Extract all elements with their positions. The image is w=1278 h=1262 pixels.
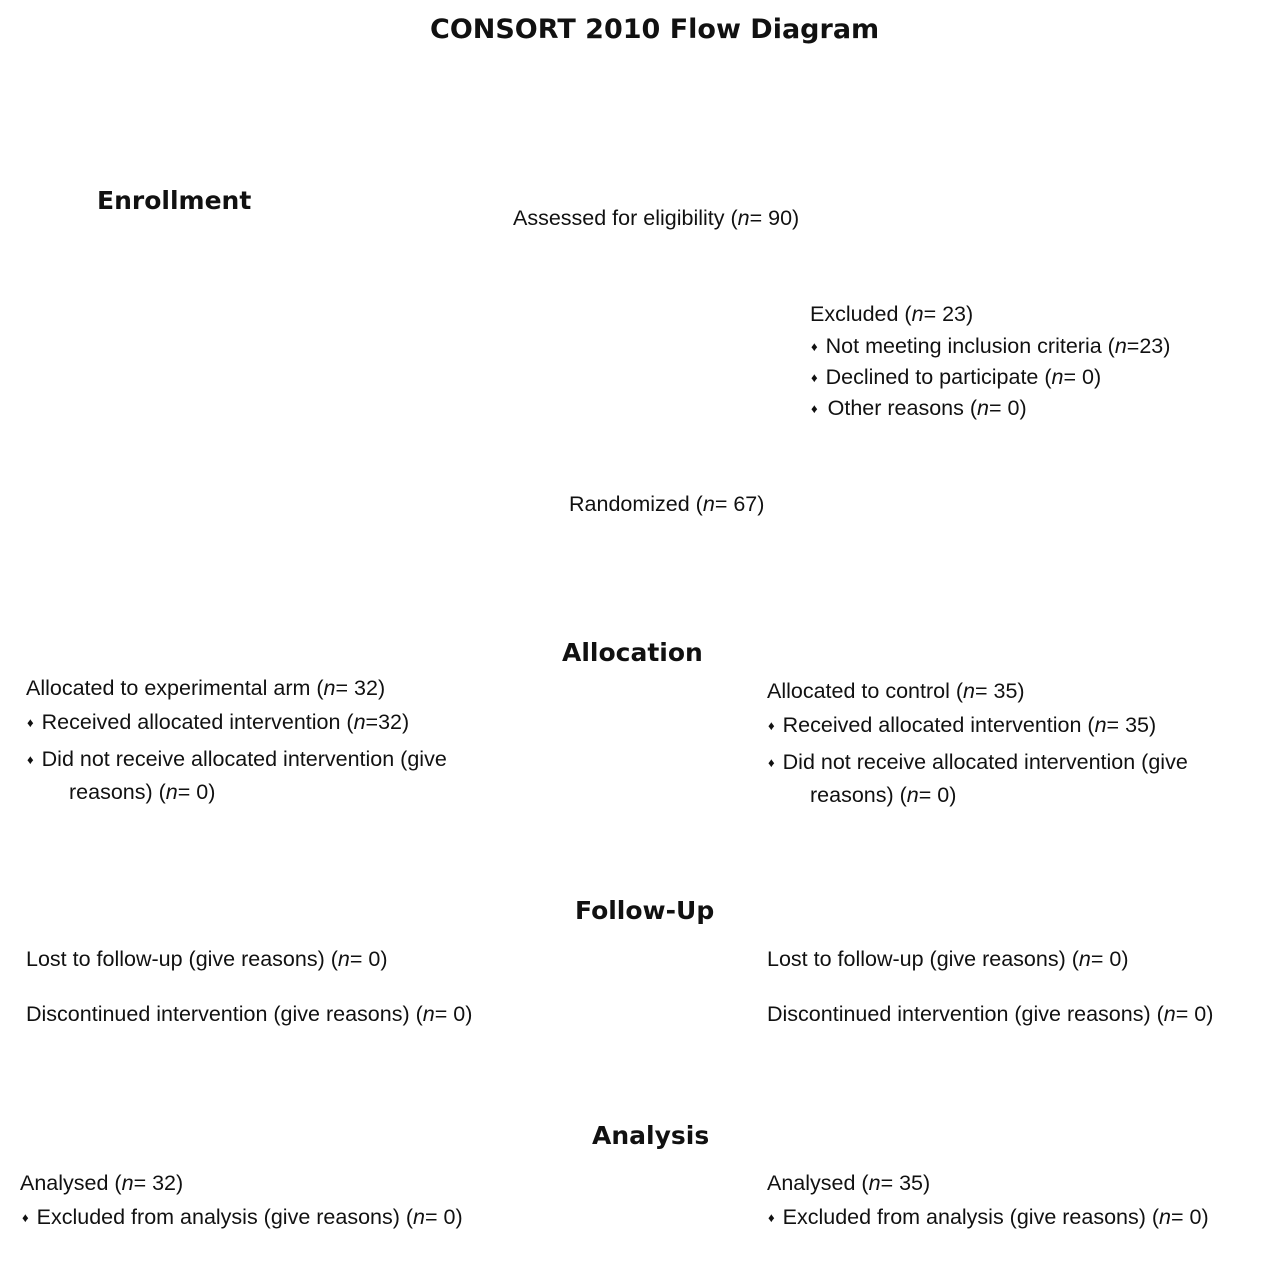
excluded-total: Excluded (n= 23) (810, 302, 974, 326)
bullet-icon: ♦ (22, 1210, 29, 1225)
assessed-eligibility: Assessed for eligibility (n= 90) (513, 206, 800, 230)
right-discontinued-intervention: Discontinued intervention (give reasons) (n= 0) (767, 1002, 1214, 1026)
randomized: Randomized (n= 67) (569, 492, 765, 516)
stage-label-enrollment: Enrollment (97, 186, 252, 215)
left-lost-to-follow-up: Lost to follow-up (give reasons) (n= 0) (26, 947, 388, 971)
right-not-received-intervention: ♦ Did not receive allocated intervention (give (768, 750, 1188, 774)
right-excluded-from-analysis: ♦ Excluded from analysis (give reasons) (n= 0) (768, 1205, 1209, 1229)
left-not-received-intervention: ♦ Did not receive allocated intervention (give (27, 747, 447, 771)
stage-label-analysis: Analysis (592, 1121, 710, 1150)
left-excluded-from-analysis: ♦ Excluded from analysis (give reasons) (n= 0) (22, 1205, 463, 1229)
left-not-received-intervention-reasons: reasons) (n= 0) (69, 780, 216, 804)
bullet-icon: ♦ (768, 755, 775, 770)
excluded-not-meeting-criteria: ♦ Not meeting inclusion criteria (n=23) (811, 334, 1171, 358)
right-lost-to-follow-up: Lost to follow-up (give reasons) (n= 0) (767, 947, 1129, 971)
allocated-control: Allocated to control (n= 35) (767, 679, 1025, 703)
bullet-icon: ♦ (27, 752, 34, 767)
left-received-intervention: ♦ Received allocated intervention (n=32) (27, 710, 410, 734)
excluded-other-reasons: ♦ Other reasons (n= 0) (811, 396, 1027, 420)
bullet-icon: ♦ (27, 715, 34, 730)
bullet-icon: ♦ (811, 339, 818, 354)
stage-label-allocation: Allocation (562, 638, 703, 667)
right-analysed: Analysed (n= 35) (767, 1171, 931, 1195)
allocated-experimental-arm: Allocated to experimental arm (n= 32) (26, 676, 386, 700)
bullet-icon: ♦ (768, 718, 775, 733)
right-not-received-intervention-reasons: reasons) (n= 0) (810, 783, 957, 807)
left-discontinued-intervention: Discontinued intervention (give reasons) (n= 0) (26, 1002, 473, 1026)
right-received-intervention: ♦ Received allocated intervention (n= 35) (768, 713, 1157, 737)
bullet-icon: ♦ (811, 370, 818, 385)
bullet-icon: ♦ (811, 401, 818, 416)
stage-label-follow-up: Follow-Up (575, 896, 715, 925)
bullet-icon: ♦ (768, 1210, 775, 1225)
excluded-declined: ♦ Declined to participate (n= 0) (811, 365, 1102, 389)
left-analysed: Analysed (n= 32) (20, 1171, 184, 1195)
diagram-title: CONSORT 2010 Flow Diagram (430, 14, 880, 45)
